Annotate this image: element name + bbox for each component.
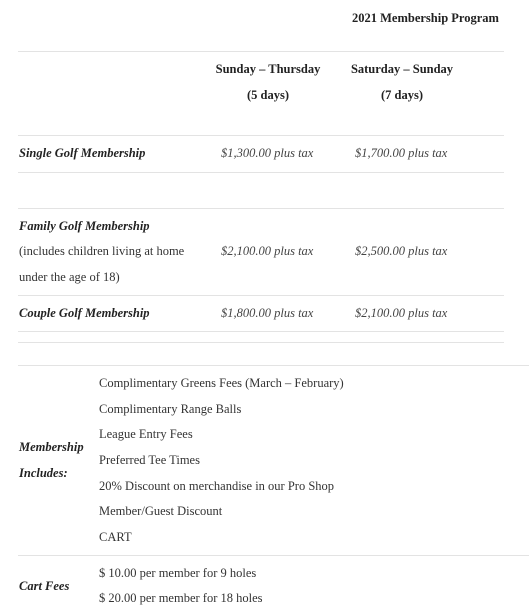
couple-weekend-price: $2,100.00 plus tax	[355, 306, 448, 320]
program-title: 2021 Membership Program	[352, 11, 499, 25]
divider	[18, 51, 504, 52]
divider	[18, 331, 504, 332]
includes-item: League Entry Fees	[99, 427, 193, 441]
includes-item: CART	[99, 530, 132, 544]
weekday-column-subheader: (5 days)	[246, 88, 290, 102]
single-weekend-price: $1,700.00 plus tax	[355, 146, 448, 160]
divider	[18, 555, 529, 556]
family-membership-label: Family Golf Membership	[19, 219, 150, 233]
weekend-column-header: Saturday – Sunday	[350, 62, 454, 76]
includes-item: Complimentary Range Balls	[99, 402, 242, 416]
includes-item: Member/Guest Discount	[99, 504, 223, 518]
includes-item: 20% Discount on merchandise in our Pro Shop	[99, 479, 335, 493]
couple-membership-label: Couple Golf Membership	[19, 306, 150, 320]
divider	[18, 172, 504, 173]
includes-item: Complimentary Greens Fees (March – February)	[99, 376, 344, 390]
weekend-column-subheader: (7 days)	[380, 88, 424, 102]
couple-weekday-price: $1,800.00 plus tax	[221, 306, 314, 320]
single-membership-label: Single Golf Membership	[19, 146, 146, 160]
divider	[18, 365, 529, 366]
family-membership-note: (includes children living at home	[19, 244, 185, 258]
cart-fee-item: $ 10.00 per member for 9 holes	[99, 566, 257, 580]
includes-item: Preferred Tee Times	[99, 453, 200, 467]
family-membership-note: under the age of 18)	[19, 270, 120, 284]
weekday-column-header: Sunday – Thursday	[215, 62, 321, 76]
single-weekday-price: $1,300.00 plus tax	[221, 146, 314, 160]
divider	[18, 295, 504, 296]
family-weekend-price: $2,500.00 plus tax	[355, 244, 448, 258]
includes-label: Includes:	[19, 466, 68, 480]
includes-label: Membership	[19, 440, 84, 454]
cart-fee-item: $ 20.00 per member for 18 holes	[99, 591, 263, 605]
family-weekday-price: $2,100.00 plus tax	[221, 244, 314, 258]
cart-fees-label: Cart Fees	[19, 579, 70, 593]
divider	[18, 342, 504, 343]
divider	[18, 208, 504, 209]
divider	[18, 135, 504, 136]
